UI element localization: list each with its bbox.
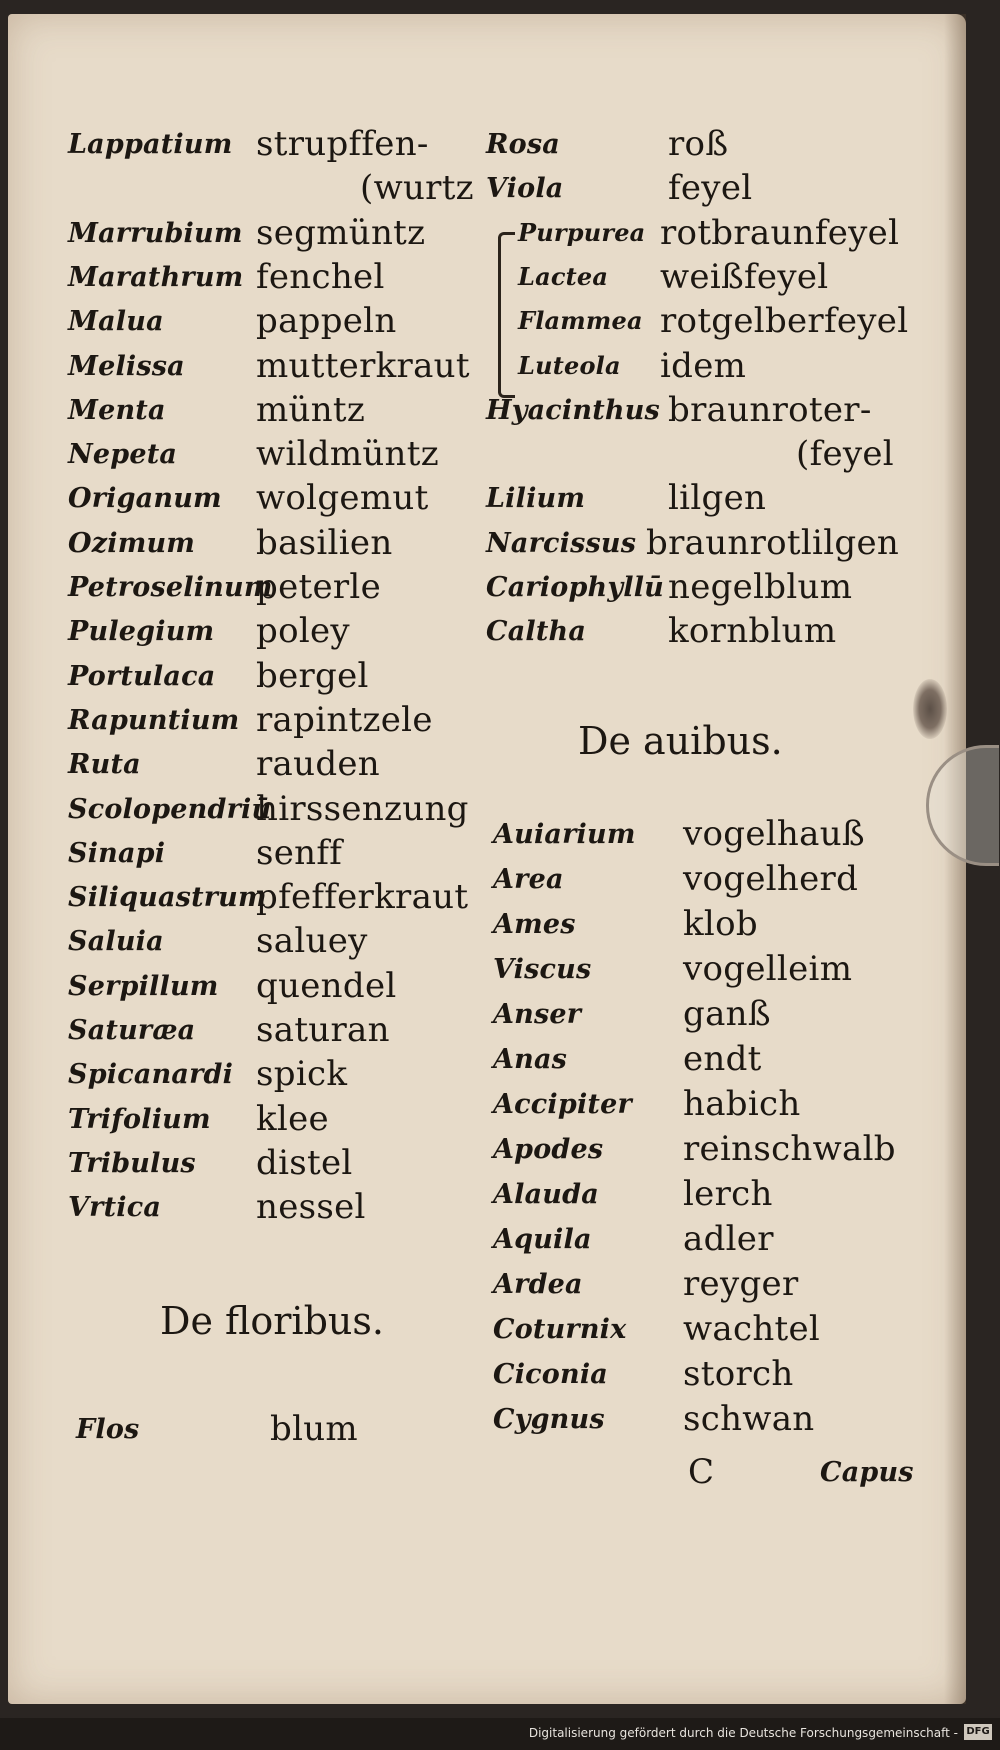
german-term: vogelleim <box>683 949 853 989</box>
left-entry-row <box>8 700 966 744</box>
latin-term: Ruta <box>68 749 141 781</box>
latin-term: Anser <box>493 999 582 1030</box>
german-term: endt <box>683 1039 762 1079</box>
latin-term: Ardea <box>493 1269 583 1300</box>
latin-term: Auiarium <box>493 819 636 850</box>
latin-term: Origanum <box>68 483 222 515</box>
flower-entry-row <box>8 567 966 611</box>
latin-term: Menta <box>68 394 166 426</box>
heading-de-auibus: De auibus. <box>578 719 783 763</box>
bird-entry-row <box>8 859 966 903</box>
left-entry-row <box>8 656 966 700</box>
signature-mark: C <box>688 1452 715 1492</box>
bird-entry-row <box>8 1309 966 1353</box>
german-term: klob <box>683 904 758 944</box>
german-term: nessel <box>256 1187 366 1228</box>
latin-term: Petroselinum <box>68 572 273 603</box>
latin-term: Caltha <box>486 616 587 648</box>
latin-term: Trifolium <box>68 1103 211 1135</box>
latin-term: Scolopendriū <box>68 793 272 825</box>
latin-term: Cygnus <box>493 1404 605 1435</box>
german-term: rauden <box>256 744 381 785</box>
flower-entry-row <box>8 346 966 390</box>
latin-term: Luteola <box>518 350 621 380</box>
latin-term: Siliquastrum <box>68 882 267 914</box>
german-term: habich <box>683 1084 801 1124</box>
german-term: idem <box>660 345 747 386</box>
german-term: pappeln <box>256 301 397 342</box>
flower-entry-row <box>8 213 966 257</box>
latin-term: Rosa <box>486 129 560 160</box>
latin-term: Rapuntium <box>68 704 240 736</box>
latin-term: Pulegium <box>68 616 215 648</box>
latin-term: Flammea <box>518 306 643 336</box>
flower-entry-row <box>8 611 966 655</box>
german-term: reyger <box>683 1264 799 1304</box>
latin-term: Accipiter <box>493 1089 632 1120</box>
latin-term: Aquila <box>493 1224 592 1255</box>
flower-entry-row <box>8 478 966 522</box>
german-term: vogelhauß <box>683 814 865 854</box>
latin-term: Ames <box>493 909 576 940</box>
german-term: quendel <box>256 965 397 1006</box>
left-entry-row <box>8 744 966 788</box>
footer-bar <box>0 1718 1000 1750</box>
latin-term: Vrtica <box>68 1192 162 1224</box>
flower-entry-row <box>8 390 966 434</box>
german-term: (feyel <box>796 434 894 475</box>
german-term: weißfeyel <box>660 256 829 297</box>
catchword: Capus <box>820 1457 914 1488</box>
flower-entry-row <box>8 257 966 301</box>
german-term: blum <box>270 1409 358 1449</box>
footer-text: Digitalisierung gefördert durch die Deutsche Forschungsgemeinschaft - <box>528 1726 958 1740</box>
german-term: müntz <box>256 389 366 430</box>
german-term: fenchel <box>256 256 385 297</box>
bird-entry-row <box>8 1129 966 1173</box>
latin-term: Coturnix <box>493 1314 627 1345</box>
german-term: rotbraunfeyel <box>660 212 900 253</box>
latin-term: Viscus <box>493 954 592 985</box>
flower-entry-row <box>8 124 966 168</box>
latin-term: Alauda <box>493 1179 599 1210</box>
latin-term: Area <box>493 864 564 895</box>
german-term: basilien <box>256 522 393 563</box>
flower-entry-row <box>8 168 966 212</box>
german-term: wildmüntz <box>256 434 439 475</box>
german-term: bergel <box>256 655 369 696</box>
german-term: wachtel <box>683 1309 821 1349</box>
bird-entry-row <box>8 949 966 993</box>
german-term: braunroter- <box>668 389 872 430</box>
dfg-logo: DFG <box>964 1724 992 1740</box>
flower-entry-row <box>8 523 966 567</box>
bird-entry-row <box>8 904 966 948</box>
german-term: adler <box>683 1219 774 1259</box>
heading-de-floribus: De floribus. <box>160 1299 384 1343</box>
latin-term: Melissa <box>68 350 185 382</box>
german-term: pfefferkraut <box>256 877 469 918</box>
latin-term: Viola <box>486 173 564 205</box>
latin-term: Anas <box>493 1044 568 1075</box>
viola-varieties-bracket <box>498 232 515 398</box>
german-term: senff <box>256 832 343 873</box>
bird-entry-row <box>8 814 966 858</box>
latin-term: Cariophyllū <box>486 572 665 603</box>
german-term: mutterkraut <box>256 345 470 386</box>
german-term: kornblum <box>668 611 837 652</box>
latin-term: Apodes <box>493 1134 604 1165</box>
latin-term: Marrubium <box>68 217 243 249</box>
bird-entry-row <box>8 1039 966 1083</box>
german-term: strupffen- <box>256 124 429 164</box>
latin-term: Nepeta <box>68 439 178 471</box>
latin-term: Hyacinthus <box>486 394 660 426</box>
german-term: reinschwalb <box>683 1129 896 1169</box>
latin-term: Lactea <box>518 261 609 291</box>
german-term: ganß <box>683 994 771 1034</box>
german-term: braunrotlilgen <box>646 522 900 563</box>
german-term: vogelherd <box>683 859 859 899</box>
latin-term: Flos <box>76 1414 140 1445</box>
latin-term: Saturæa <box>68 1015 196 1046</box>
german-term: lilgen <box>668 478 767 519</box>
german-term: segmüntz <box>256 212 426 253</box>
german-term: poley <box>256 611 350 652</box>
latin-term: Marathrum <box>68 261 244 293</box>
german-term: wolgemut <box>256 478 429 519</box>
german-term: saluey <box>256 921 368 962</box>
bird-entry-row <box>8 1084 966 1128</box>
latin-term: Lappatium <box>68 129 233 160</box>
latin-term: Portulaca <box>68 660 216 692</box>
bird-entry-row <box>8 1174 966 1218</box>
german-term: rapintzele <box>256 699 433 740</box>
ink-stain <box>913 679 947 739</box>
bird-entry-row <box>8 1219 966 1263</box>
latin-term: Ozimum <box>68 527 196 559</box>
latin-term: Spicanardi <box>68 1059 234 1091</box>
german-term: lerch <box>683 1174 773 1214</box>
latin-term: Narcissus <box>486 527 637 559</box>
german-term: (wurtz <box>360 168 474 209</box>
german-term: hirssenzung <box>256 788 469 829</box>
bird-entry-row <box>8 994 966 1038</box>
german-term: peterle <box>256 567 382 607</box>
german-term: saturan <box>256 1010 390 1050</box>
latin-term: Lilium <box>486 483 586 515</box>
german-term: negelblum <box>668 567 853 607</box>
bird-entry-row <box>8 1264 966 1308</box>
latin-term: Tribulus <box>68 1147 196 1179</box>
german-term: spick <box>256 1054 348 1095</box>
latin-term: Sinapi <box>68 837 166 869</box>
german-term: rotgelberfeyel <box>660 301 909 342</box>
german-term: feyel <box>668 168 753 209</box>
german-term: storch <box>683 1354 794 1394</box>
german-term: klee <box>256 1098 329 1139</box>
latin-term: Ciconia <box>493 1359 608 1390</box>
german-term: schwan <box>683 1399 815 1439</box>
bird-entry-row <box>8 1354 966 1398</box>
flower-entry-row <box>8 434 966 478</box>
latin-term: Purpurea <box>518 217 646 247</box>
flower-entry-row <box>8 301 966 345</box>
german-term: roß <box>668 124 729 164</box>
latin-term: Malua <box>68 306 164 338</box>
german-term: distel <box>256 1142 353 1183</box>
latin-term: Saluia <box>68 926 164 958</box>
bird-entry-row <box>8 1399 966 1443</box>
book-page <box>8 14 966 1704</box>
latin-term: Serpillum <box>68 970 219 1002</box>
